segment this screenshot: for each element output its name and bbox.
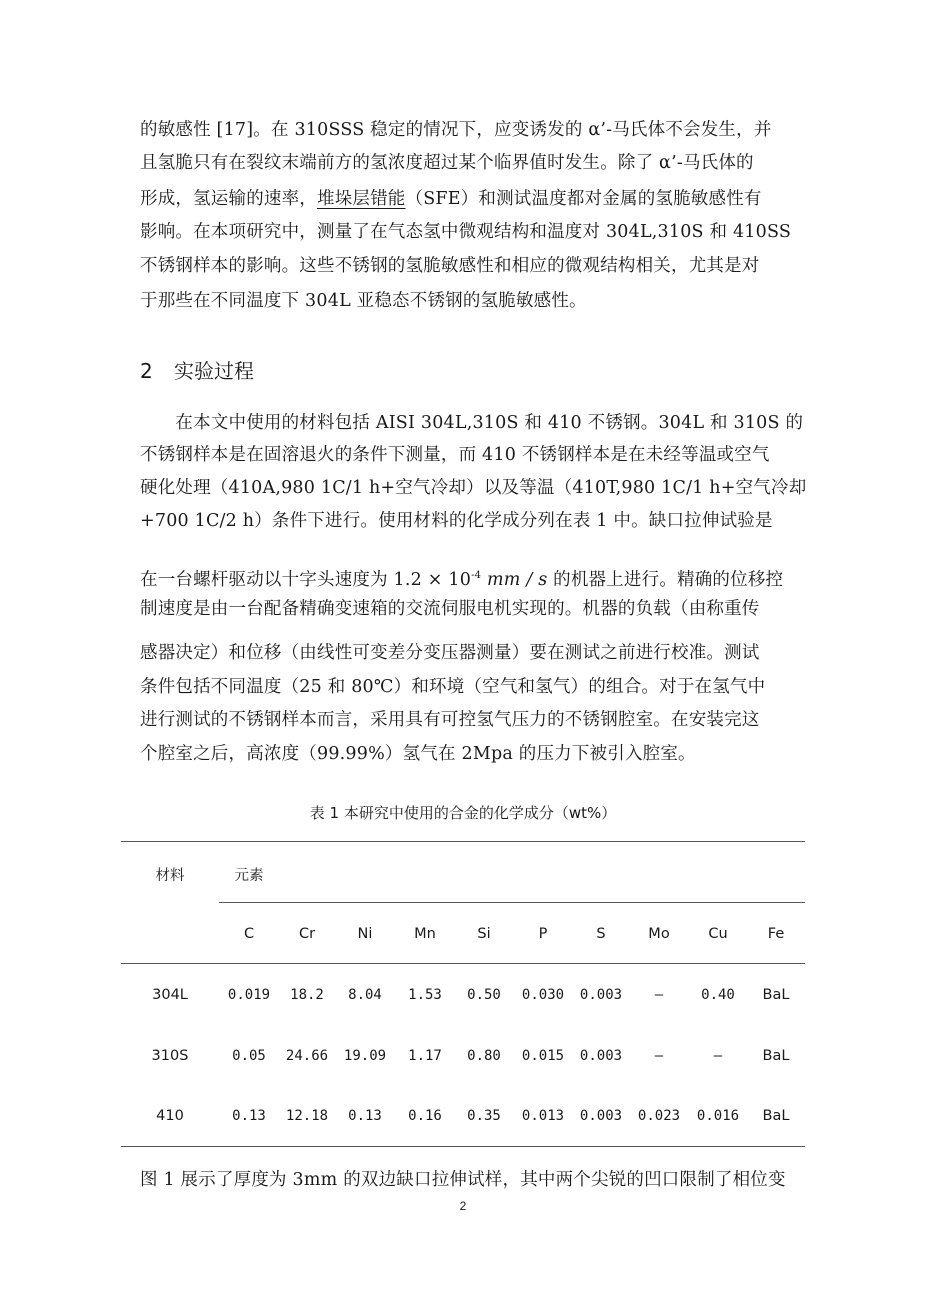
material-cell: 410 bbox=[156, 1108, 184, 1124]
table-cell: 0.50 bbox=[467, 987, 501, 1003]
table-top-rule bbox=[121, 841, 805, 842]
table-cell: 0.016 bbox=[696, 1108, 740, 1124]
element-header-cell: S bbox=[596, 926, 606, 942]
table-caption: 表 1 本研究中使用的合金的化学成分（wt%） bbox=[309, 804, 617, 822]
element-header-cell: Ni bbox=[357, 926, 373, 942]
exponent: -4 bbox=[471, 570, 482, 581]
table-cell: 0.35 bbox=[467, 1108, 501, 1124]
table-cell: 0.013 bbox=[521, 1108, 565, 1124]
text-segment: 的机器上进行。精确的位移控 bbox=[547, 570, 784, 590]
element-header-cell: P bbox=[538, 926, 548, 942]
element-header-cell: Cu bbox=[708, 926, 728, 942]
table-cell: 0.003 bbox=[579, 1048, 623, 1064]
material-cell: 310S bbox=[151, 1048, 189, 1064]
table-bottom-rule bbox=[121, 1146, 805, 1147]
material-header: 材料 bbox=[155, 868, 185, 884]
text-line: 于那些在不同温度下 304L 亚稳态不锈钢的氢脆敏感性。 bbox=[140, 291, 587, 311]
table-cell: 0.023 bbox=[637, 1108, 681, 1124]
text-segment: 形成，氢运输的速率， bbox=[140, 189, 317, 209]
text-line bbox=[140, 187, 762, 211]
table-cell: 0.019 bbox=[227, 987, 271, 1003]
element-header-cell: C bbox=[243, 926, 255, 942]
table-cell: 1.17 bbox=[408, 1048, 442, 1064]
table-cell: – bbox=[654, 987, 664, 1003]
text-line: 不锈钢样本的影响。这些不锈钢的氢脆敏感性和相应的微观结构相关，尤其是对 bbox=[140, 256, 760, 276]
text-line: 条件包括不同温度（25 和 80℃）和环境（空气和氢气）的组合。对于在氢气中 bbox=[140, 677, 766, 697]
table-cell: 0.80 bbox=[467, 1048, 501, 1064]
text-line: 制速度是由一台配备精确变速箱的交流伺服电机实现的。机器的负载（由称重传 bbox=[140, 599, 760, 619]
text-line: 影响。在本项研究中，测量了在气态氢中微观结构和温度对 304L,310S 和 410SS bbox=[140, 222, 792, 242]
table-cell: – bbox=[713, 1048, 723, 1064]
table-cell: 8.04 bbox=[348, 987, 382, 1003]
text-line: 在本文中使用的材料包括 AISI 304L,310S 和 410 不锈钢。304L 和 310S 的 bbox=[140, 413, 804, 433]
text-line: 且氢脆只有在裂纹末端前方的氢浓度超过某个临界值时发生。除了 α’-马氏体的 bbox=[140, 153, 754, 173]
table-cell: 0.40 bbox=[701, 987, 735, 1003]
section-title: 实验过程 bbox=[174, 359, 254, 383]
table-cell: 18.2 bbox=[290, 987, 324, 1003]
table-cell: 0.16 bbox=[408, 1108, 442, 1124]
table-cell: 0.05 bbox=[232, 1048, 266, 1064]
table-cell: 24.66 bbox=[285, 1048, 329, 1064]
table-cell: – bbox=[654, 1048, 664, 1064]
table-cell: BaL bbox=[762, 987, 790, 1003]
table-cell: 19.09 bbox=[343, 1048, 387, 1064]
table-header-bottom-rule bbox=[121, 963, 805, 964]
text-line: 的敏感性 [17]。在 310SSS 稳定的情况下，应变诱发的 α’-马氏体不会发生，并 bbox=[140, 120, 772, 140]
table-cell: 0.003 bbox=[579, 987, 623, 1003]
material-cell: 304L bbox=[152, 987, 188, 1003]
text-segment: （SFE）和测试温度都对金属的氢脆敏感性有 bbox=[405, 189, 762, 209]
speed-line bbox=[140, 564, 783, 592]
element-header-cell: Cr bbox=[298, 926, 316, 942]
text-line: 感器决定）和位移（由线性可变差分变压器测量）要在测试之前进行校准。测试 bbox=[140, 643, 760, 663]
text-line: 不锈钢样本是在固溶退火的条件下测量，而 410 不锈钢样本是在未经等温或空气 bbox=[140, 445, 770, 465]
element-header-cell: Si bbox=[477, 926, 491, 942]
section-number: 2 bbox=[140, 359, 153, 383]
text-line: +700 1C/2 h）条件下进行。使用材料的化学成分列在表 1 中。缺口拉伸试验是 bbox=[140, 511, 773, 531]
text-line: 图 1 展示了厚度为 3mm 的双边缺口拉伸试样，其中两个尖锐的凹口限制了相位变 bbox=[140, 1170, 786, 1190]
table-cell: 0.13 bbox=[232, 1108, 266, 1124]
unit: mm / s bbox=[481, 570, 548, 590]
text-line: 进行测试的不锈钢样本而言，采用具有可控氢气压力的不锈钢腔室。在安装完这 bbox=[140, 710, 760, 730]
element-header: 元素 bbox=[234, 868, 264, 884]
text-line: 个腔室之后，高浓度（99.99%）氢气在 2Mpa 的压力下被引入腔室。 bbox=[140, 744, 696, 764]
page-number: 2 bbox=[459, 1199, 467, 1213]
element-header-cell: Fe bbox=[767, 926, 785, 942]
table-cell: 12.18 bbox=[285, 1108, 329, 1124]
table-cell: BaL bbox=[762, 1048, 790, 1064]
table-cell: 0.030 bbox=[521, 987, 565, 1003]
table-cell: BaL bbox=[762, 1108, 790, 1124]
text-line: 硬化处理（410A,980 1C/1 h+空气冷却）以及等温（410T,980 1C/1 h+空气冷却 bbox=[140, 478, 807, 498]
element-header-cell: Mn bbox=[414, 926, 436, 942]
text-segment: 在一台螺杆驱动以十字头速度为 1.2 × 10 bbox=[140, 570, 472, 590]
term-link[interactable]: 堆垛层错能 bbox=[317, 189, 406, 209]
table-cell: 0.13 bbox=[348, 1108, 382, 1124]
element-header-cell: Mo bbox=[648, 926, 670, 942]
section-heading bbox=[140, 355, 254, 384]
table-cell: 0.003 bbox=[579, 1108, 623, 1124]
table-header-rule bbox=[219, 902, 805, 903]
table-cell: 1.53 bbox=[408, 987, 442, 1003]
table-cell: 0.015 bbox=[521, 1048, 565, 1064]
